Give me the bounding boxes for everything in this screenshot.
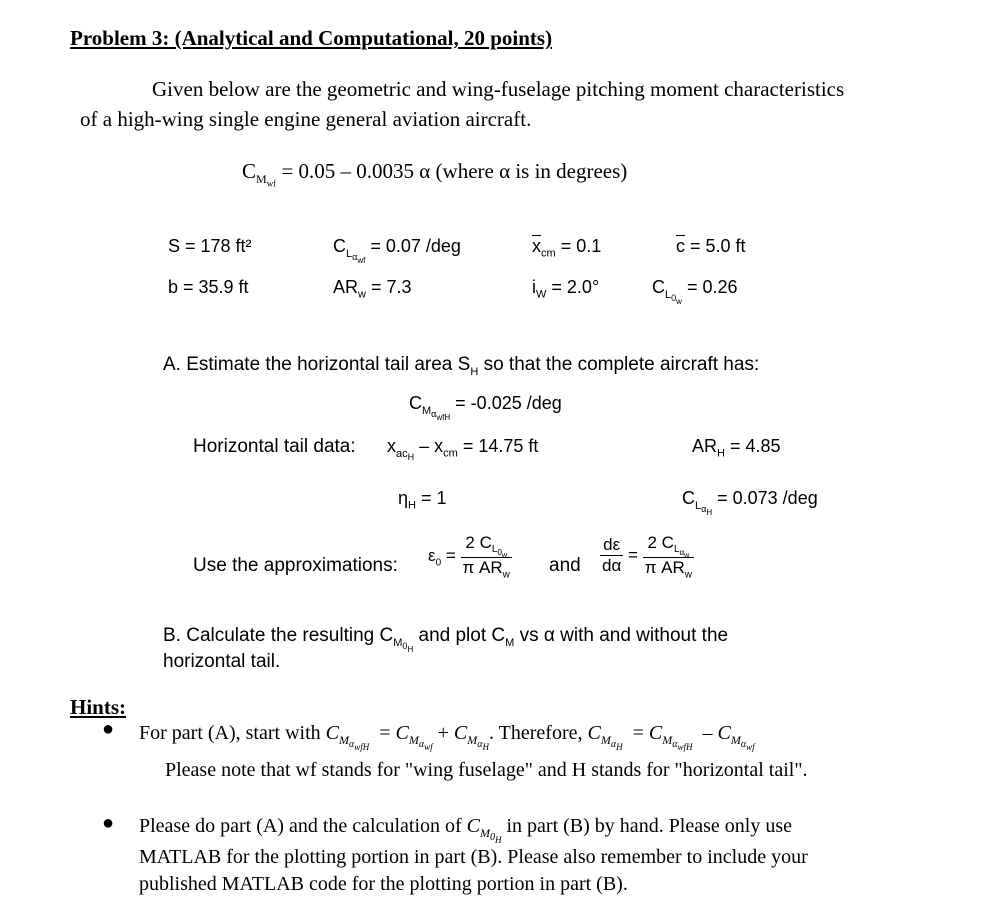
part-b-text-start: B. Calculate the resulting <box>163 625 375 646</box>
problem-heading: Problem 3: (Analytical and Computational, 20 points) <box>70 26 553 50</box>
hint-1-bullet: ● <box>102 718 115 740</box>
given-cla-value: = 0.07 /deg <box>370 236 461 256</box>
tail-ar-h: $AR_H = 4.85$ <box>692 436 781 460</box>
hint-2-start: Please do part (A) and the calculation of <box>139 815 462 837</box>
given-cla-wf: $C_{L_{\alpha_{wf}}} = 0.07$ /deg <box>333 236 461 265</box>
hint-1-mid: . Therefore, <box>489 722 583 744</box>
part-b-text-end: and plot <box>418 625 487 646</box>
tail-cla-h: $C_{L_{\alpha_H}} = 0.073$ /deg <box>682 488 818 517</box>
given-cbar: $\overline{c} = 5.0$ ft <box>676 236 746 256</box>
epsilon-zero-formula: $\varepsilon_0$ = $\frac{2 C_{L_{0_w}}}{\pi AR_w}$ <box>428 533 510 581</box>
given-ar-w: $AR_w = 7.3$ <box>333 277 412 301</box>
tail-arm: $x_{ac_H} - x_{cm} = 14.75$ ft <box>387 436 539 462</box>
given-cl0-value: = 0.26 <box>686 277 738 297</box>
hint-2-line-2: MATLAB for the plotting portion in part (B). Please also remember to include your <box>139 846 808 868</box>
part-b-line-1: B. Calculate the resulting $C_{M_{0_H}}$ and plot $C_M$ vs α with and without the <box>163 625 729 654</box>
given-iw: $i_W = 2.0^\circ$ <box>532 277 600 301</box>
cm-wf-equation: $C_{M_{wf}} = 0.05 - 0.0035$ α (where α is in degrees) <box>242 159 628 189</box>
part-b-line-2: horizontal tail. <box>163 651 281 672</box>
given-xcm: $\overline{x}_{cm} = 0.1$ <box>532 236 602 260</box>
part-a-text: A. Estimate the horizontal tail area <box>163 354 453 375</box>
cma-wfh-value: = -0.025 /deg <box>455 393 562 413</box>
approx-label: Use the approximations: <box>193 555 398 576</box>
tail-arm-value: = 14.75 ft <box>462 436 539 456</box>
epsilon-zero-fraction: $\frac{2 C_{L_{0_w}}}{\pi AR_w}$ <box>462 533 510 581</box>
given-cbar-value: = 5.0 ft <box>690 236 746 256</box>
given-s: S = 178 ft² <box>168 236 252 256</box>
tail-ar-h-value: = 4.85 <box>729 436 781 456</box>
tail-eta-value: = 1 <box>420 488 447 508</box>
hints-title: Hints: <box>70 695 127 719</box>
hint-2-line-3: published MATLAB code for the plotting portion in part (B). <box>139 873 628 895</box>
given-ar-value: = 7.3 <box>370 277 412 297</box>
given-cl0-w: $C_{L_{0_w}} = 0.26$ <box>652 277 738 306</box>
part-a-text-end: so that the complete aircraft has: <box>483 354 760 375</box>
part-b-text-tail: vs α with and without the <box>519 625 729 646</box>
hint-2-bullet: ● <box>102 812 115 834</box>
and-word: and <box>549 555 581 576</box>
tail-data-label: Horizontal tail data: <box>193 436 356 457</box>
tail-cla-h-value: = 0.073 /deg <box>717 488 818 508</box>
deps-dalpha-fraction: $\frac{d\varepsilon}{d\alpha}$ <box>602 535 622 575</box>
cm-wf-rhs: = 0.05 – 0.0035 α (where α is in degrees) <box>281 159 628 183</box>
hint-1-line-2: Please note that wf stands for "wing fuselage" and H stands for "horizontal tail". <box>165 759 808 781</box>
downwash-gradient-formula: $\frac{d\varepsilon}{d\alpha}$ = $\frac{2 C_{L_{\alpha_w}}}{\pi AR_w}$ <box>602 533 693 581</box>
hint-1-start: For part (A), start with <box>139 722 321 744</box>
tail-eta: $\eta_H = 1$ <box>398 488 447 512</box>
hint-2-line-1: Please do part (A) and the calculation of $C_{M_{0_H}}$ in part (B) by hand. Please only use <box>139 815 792 846</box>
downwash-fraction: $\frac{2 C_{L_{\alpha_w}}}{\pi AR_w}$ <box>644 533 693 581</box>
hint-2-end: in part (B) by hand. Please only use <box>506 815 792 837</box>
given-xcm-value: = 0.1 <box>560 236 602 256</box>
intro-line-1: Given below are the geometric and wing-fuselage pitching moment characteristics <box>152 77 845 101</box>
given-b: b = 35.9 ft <box>168 277 249 297</box>
hint-1-line-1: For part (A), start with $C_{M_{\alpha_{wfH}}} = C_{M_{\alpha_{wf}}} + C_{M_{\alpha_H}}$. Therefore, $C_{M_{\alpha_H}} = C_{M_{\alpha_{wfH}}} - C_{M_{\alpha_{wf}}}$ <box>139 722 755 753</box>
cma-wfh-target: $C_{M_{\alpha_{wfH}}} = -0.025$ /deg <box>409 393 562 422</box>
intro-line-2: of a high-wing single engine general aviation aircraft. <box>80 107 532 131</box>
given-iw-value: = 2.0° <box>551 277 600 297</box>
part-a-statement: A. Estimate the horizontal tail area $S_H$ so that the complete aircraft has: <box>163 354 760 378</box>
